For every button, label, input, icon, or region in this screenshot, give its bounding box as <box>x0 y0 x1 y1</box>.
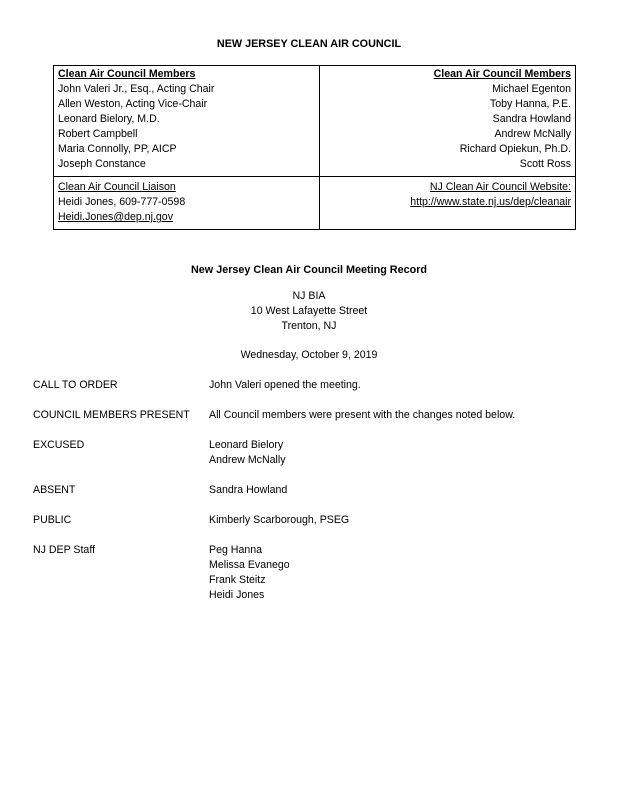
agenda-value: Peg Hanna <box>209 544 263 556</box>
member-name: Maria Connolly, PP, AICP <box>58 143 177 155</box>
location-line: 10 West Lafayette Street <box>250 305 368 317</box>
agenda-value: John Valeri opened the meeting. <box>209 379 361 391</box>
document-title: NEW JERSEY CLEAN AIR COUNCIL <box>216 38 402 50</box>
agenda-row <box>33 483 593 513</box>
liaison-heading: Clean Air Council Liaison <box>58 181 176 193</box>
agenda-value: Frank Steitz <box>209 574 266 586</box>
agenda-label: CALL TO ORDER <box>33 379 118 391</box>
member-name: Scott Ross <box>519 158 571 170</box>
member-name: Toby Hanna, P.E. <box>489 98 571 110</box>
members-right-heading: Clean Air Council Members <box>433 68 571 80</box>
agenda-row <box>33 438 593 483</box>
agenda-value: Melissa Evanego <box>209 559 290 571</box>
liaison-name-phone: Heidi Jones, 609-777-0598 <box>58 196 186 208</box>
member-name: Andrew McNally <box>494 128 571 140</box>
agenda-label: PUBLIC <box>33 514 72 526</box>
member-name: Joseph Constance <box>58 158 146 170</box>
meeting-date: Wednesday, October 9, 2019 <box>240 349 378 361</box>
website-cell <box>320 177 576 230</box>
members-table <box>53 65 576 230</box>
agenda-value: Kimberly Scarborough, PSEG <box>209 514 350 526</box>
liaison-email-link[interactable]: Heidi.Jones@dep.nj.gov <box>58 211 173 223</box>
members-left-heading: Clean Air Council Members <box>58 68 196 80</box>
agenda-row <box>33 513 593 543</box>
liaison-cell <box>54 177 320 230</box>
member-name: Leonard Bielory, M.D. <box>58 113 160 125</box>
members-left-cell <box>54 66 320 177</box>
location-line: NJ BIA <box>292 290 326 302</box>
agenda-value: Leonard Bielory <box>209 439 284 451</box>
agenda-label: NJ DEP Staff <box>33 544 96 556</box>
member-name: Allen Weston, Acting Vice-Chair <box>58 98 208 110</box>
website-url-link[interactable]: http://www.state.nj.us/dep/cleanair <box>410 196 571 208</box>
agenda-value: All Council members were present with the changes noted below. <box>209 409 516 421</box>
meeting-location <box>0 289 618 334</box>
meeting-record-title: New Jersey Clean Air Council Meeting Record <box>191 264 427 276</box>
agenda-label: EXCUSED <box>33 439 85 451</box>
agenda-value: Heidi Jones <box>209 589 265 601</box>
member-name: John Valeri Jr., Esq., Acting Chair <box>58 83 215 95</box>
agenda-label: COUNCIL MEMBERS PRESENT <box>33 409 190 421</box>
location-line: Trenton, NJ <box>281 320 337 332</box>
agenda-value: Andrew McNally <box>209 454 286 466</box>
member-name: Robert Campbell <box>58 128 138 140</box>
member-name: Sandra Howland <box>492 113 571 125</box>
agenda-row <box>33 543 593 603</box>
agenda-label: ABSENT <box>33 484 76 496</box>
member-name: Richard Opiekun, Ph.D. <box>459 143 571 155</box>
website-heading: NJ Clean Air Council Website: <box>429 181 571 193</box>
agenda <box>33 378 593 603</box>
agenda-value: Sandra Howland <box>209 484 288 496</box>
member-name: Michael Egenton <box>492 83 571 95</box>
agenda-row <box>33 408 593 438</box>
agenda-row <box>33 378 593 408</box>
members-right-cell <box>320 66 576 177</box>
